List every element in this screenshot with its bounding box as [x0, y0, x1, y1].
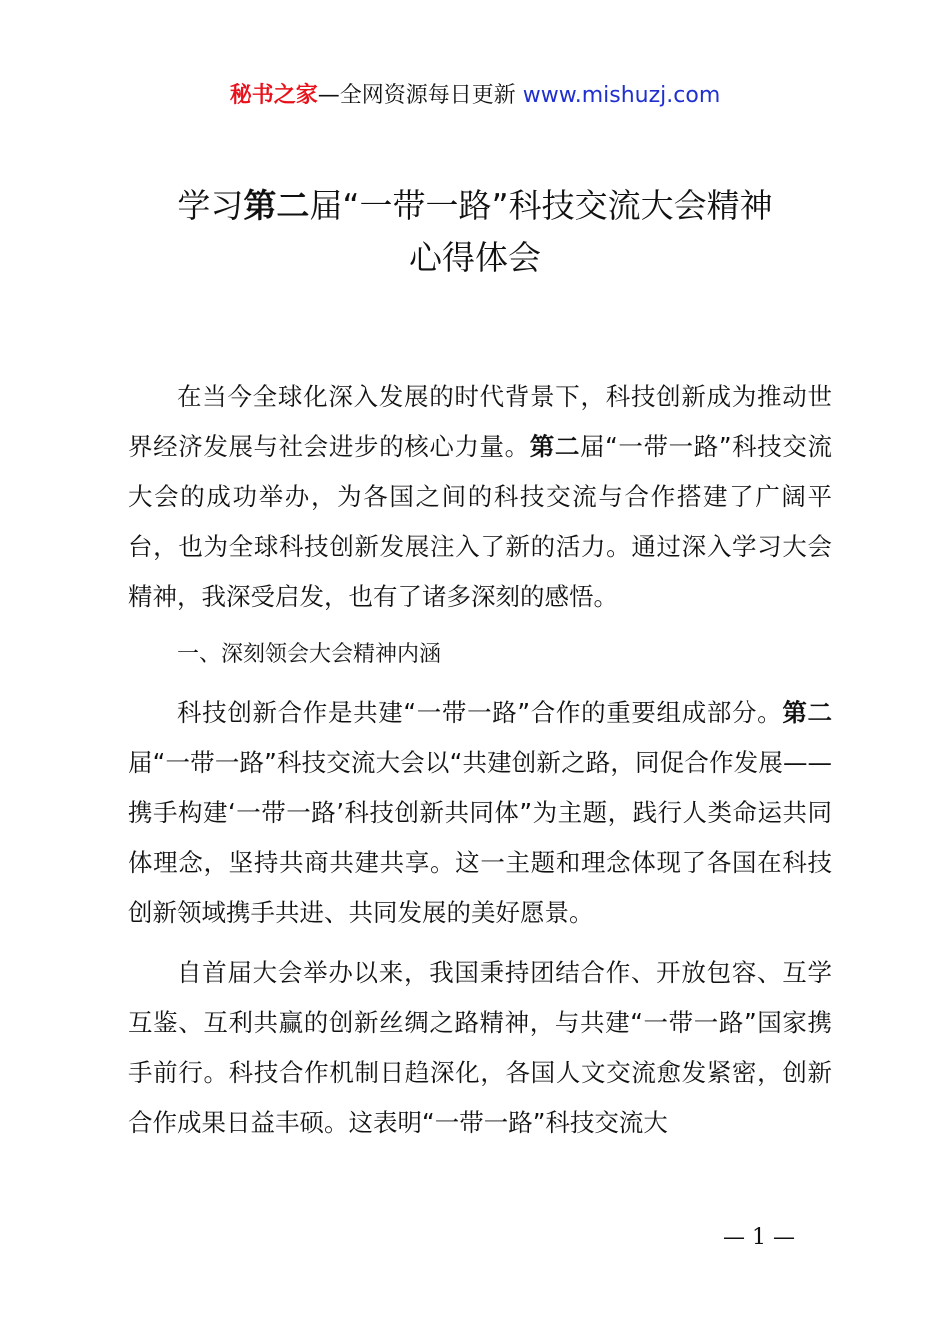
title-text-bold: 第二 [243, 186, 310, 225]
paragraph-2-bold: 第二 [782, 698, 833, 727]
paragraph-2-text-a: 科技创新合作是共建“一带一路”合作的重要组成部分。 [177, 698, 783, 727]
title-line-1 [0, 180, 950, 232]
document-body [128, 372, 832, 1148]
title-text-2: 届“一带一路”科技交流大会精神 [309, 186, 773, 225]
paragraph-3: 自首届大会举办以来，我国秉持团结合作、开放包容、互学互鉴、互利共赢的创新丝绸之路精神，与共建“一带一路”国家携手前行。科技合作机制日趋深化，各国人文交流愈发紧密，创新合作成果日益丰硕。这表明“一带一路”科技交流大 [128, 958, 832, 1137]
paragraph-2-text-b: 届“一带一路”科技交流大会以“共建创新之路，同促合作发展——携手构建‘一带一路’科技创新共同体”为主题，践行人类命运共同体理念，坚持共商共建共享。这一主题和理念体现了各国在科技创新领域携手共进、共同发展的美好愿景。 [128, 748, 832, 927]
title-line-2: 心得体会 [409, 238, 541, 277]
paragraph-1-bold: 第二 [529, 432, 581, 461]
title-text-1: 学习 [177, 186, 244, 225]
document-title [0, 180, 950, 284]
site-brand: 秘书之家 [229, 83, 318, 108]
paragraph-1-text-b: 届“一带一路”科技交流大会的成功举办，为各国之间的科技交流与合作搭建了广阔平台，也为全球科技创新发展注入了新的活力。通过深入学习大会精神，我深受启发，也有了诸多深刻的感悟。 [128, 432, 833, 611]
site-header [0, 80, 950, 112]
page-number: — 1 — [723, 1225, 795, 1250]
site-url-link[interactable]: www.mishuzj.com [522, 83, 721, 108]
paragraph-2 [128, 688, 832, 938]
paragraph-1 [128, 372, 832, 622]
section-heading-1: 一、深刻领会大会精神内涵 [177, 642, 442, 667]
site-tagline: —全网资源每日更新 [317, 83, 516, 108]
paragraph-1-text-a: 在当今全球化深入发展的时代背景下，科技创新成为推动世界经济发展与社会进步的核心力量。 [128, 382, 832, 461]
